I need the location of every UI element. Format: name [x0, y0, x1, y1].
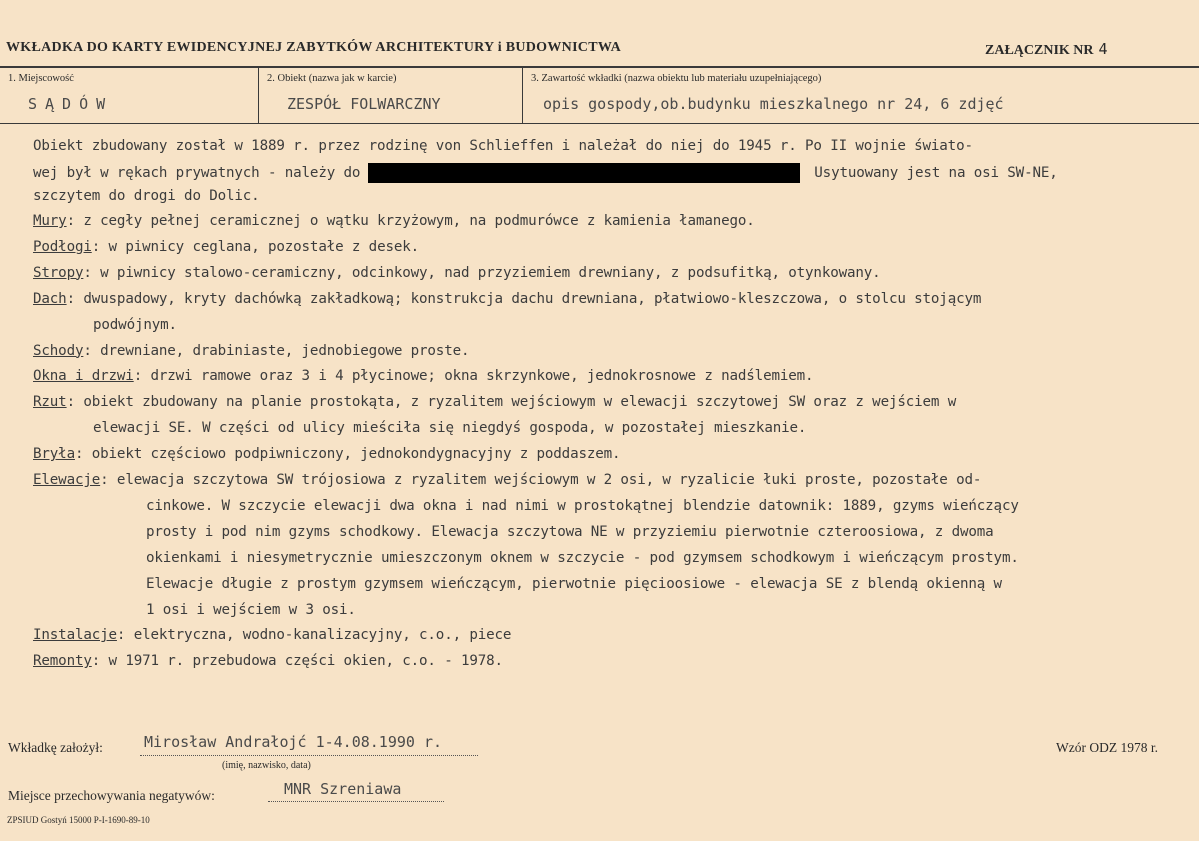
section-text: podwójnym. — [93, 316, 177, 333]
section-label: Dach — [33, 290, 67, 307]
section-line — [33, 343, 469, 359]
field-contents-value: opis gospody,ob.budynku mieszkalnego nr 24, 6 zdjęć — [543, 95, 1004, 113]
section-line — [33, 291, 981, 307]
form-header — [0, 0, 1199, 68]
storage-label: Miejsce przechowywania negatywów: — [8, 788, 215, 803]
section-label: Podłogi — [33, 238, 92, 255]
intro-line: Obiekt zbudowany został w 1889 r. przez rodzinę von Schlieffen i należał do niej do 1945 r. Po II wojnie świato- — [33, 138, 973, 154]
section-text: : drzwi ramowe oraz 3 i 4 płycinowe; okna skrzynkowe, jednokrosnowe z nadślemiem. — [133, 368, 814, 385]
intro-line: szczytem do drogi do Dolic. — [33, 188, 260, 204]
intro-line — [33, 163, 1058, 183]
section-label: Bryła — [33, 446, 75, 463]
print-info: ZPSIUD Gostyń 15000 P-I-1690-89-10 — [7, 815, 150, 825]
annex-label: ZAŁĄCZNIK NR — [985, 43, 1094, 58]
section-text: : z cegły pełnej ceramicznej o wątku krzyżowym, na podmurówce z kamienia łamanego. — [66, 213, 755, 229]
section-text: : obiekt częściowo podpiwniczony, jednokondygnacyjny z poddaszem. — [74, 446, 621, 463]
section-text: : drewniane, drabiniaste, jednobiegowe proste. — [83, 342, 470, 359]
field-object-value: ZESPÓŁ FOLWARCZNY — [287, 95, 441, 113]
section-line — [146, 602, 356, 618]
section-label: Schody — [33, 342, 84, 359]
section-label: Rzut — [33, 394, 67, 411]
section-line — [93, 317, 177, 333]
section-line — [33, 239, 419, 255]
field-object — [258, 67, 523, 123]
section-text: 1 osi i wejściem w 3 osi. — [146, 601, 356, 618]
section-line — [146, 498, 1019, 514]
section-label: Remonty — [33, 653, 92, 670]
section-line — [33, 446, 620, 462]
annex-value: 4 — [1098, 40, 1108, 58]
section-text: cinkowe. W szczycie elewacji dwa okna i nad nimi w prostokątnej blendzie datownik: 1889, gzyms wieńczący — [146, 497, 1019, 514]
section-line — [33, 368, 813, 384]
field-contents — [522, 67, 1199, 123]
field-locality — [0, 67, 258, 123]
field-locality-value: SĄDÓW — [28, 95, 114, 113]
field-locality-label: 1. Miejscowość — [8, 73, 74, 84]
section-label: Instalacje — [33, 627, 117, 644]
section-text: : elewacja szczytowa SW trójosiowa z ryzalitem wejściowym w 2 osi, w ryzalicie łuki proste, pozostałe od- — [100, 472, 982, 488]
section-label: Elewacje — [33, 472, 101, 488]
section-text: : w piwnicy stalowo-ceramiczny, odcinkowy, nad przyziemiem drewniany, z podsufitką, otynkowany. — [83, 264, 881, 281]
section-label: Okna i drzwi — [33, 368, 134, 385]
section-text: Elewacje długie z prostym gzymsem wieńczącym, pierwotnie pięcioosiowe - elewacja SE z blendą okienną w — [146, 575, 1002, 592]
section-line — [33, 627, 511, 643]
section-text: : w piwnicy ceglana, pozostałe z desek. — [91, 238, 420, 255]
section-text: : dwuspadowy, kryty dachówką zakładkową; konstrukcja dachu drewniana, płatwiowo-kleszczowa, o stolcu stojącym — [66, 290, 982, 307]
template-label: Wzór ODZ 1978 r. — [1056, 740, 1158, 755]
created-by-value: Mirosław Andrałojć 1-4.08.1990 r. — [144, 733, 443, 751]
section-text: okienkami i niesymetrycznie umieszczonym oknem w szczycie - pod gzymsem schodkowym i wieńczącym prostym. — [146, 549, 1019, 566]
section-label: Stropy — [33, 264, 84, 281]
created-by-line — [140, 754, 478, 756]
intro-text: wej był w rękach prywatnych - należy do — [33, 165, 361, 181]
section-line — [33, 213, 755, 229]
section-label: Mury — [33, 213, 67, 229]
section-line — [33, 472, 981, 488]
field-contents-label: 3. Zawartość wkładki (nazwa obiektu lub materiału uzupełniającego) — [531, 73, 822, 84]
form-title: WKŁADKA DO KARTY EWIDENCYJNEJ ZABYTKÓW ARCHITEKTURY i BUDOWNICTWA — [6, 40, 622, 55]
section-line — [33, 394, 956, 410]
annex-number — [985, 40, 1108, 59]
header-fields — [0, 67, 1199, 124]
field-object-label: 2. Obiekt (nazwa jak w karcie) — [267, 73, 397, 84]
section-text: : w 1971 r. przebudowa części okien, c.o. - 1978. — [91, 653, 503, 670]
section-text: prosty i pod nim gzyms schodkowy. Elewacja szczytowa NE w przyziemiu pierwotnie czteroosiowa, z dwoma — [146, 523, 994, 540]
redaction-block — [368, 163, 800, 183]
section-line — [146, 524, 994, 540]
storage-value: MNR Szreniawa — [284, 780, 402, 798]
section-line — [93, 420, 806, 436]
section-line — [33, 265, 881, 281]
section-line — [33, 653, 503, 669]
intro-text: Usytuowany jest na osi SW-NE, — [814, 165, 1058, 181]
storage-line — [268, 800, 444, 802]
created-by-label: Wkładkę założył: — [8, 740, 103, 755]
section-text: : obiekt zbudowany na planie prostokąta, z ryzalitem wejściowym w elewacji szczytowej SW oraz z wejściem w — [66, 394, 957, 411]
section-text: : elektryczna, wodno-kanalizacyjny, c.o., piece — [116, 627, 512, 644]
created-by-hint: (imię, nazwisko, data) — [222, 760, 311, 771]
section-line — [146, 550, 1019, 566]
section-line — [146, 576, 1002, 592]
section-text: elewacji SE. W części od ulicy mieściła się niegdyś gospoda, w pozostałej mieszkanie. — [93, 420, 807, 437]
